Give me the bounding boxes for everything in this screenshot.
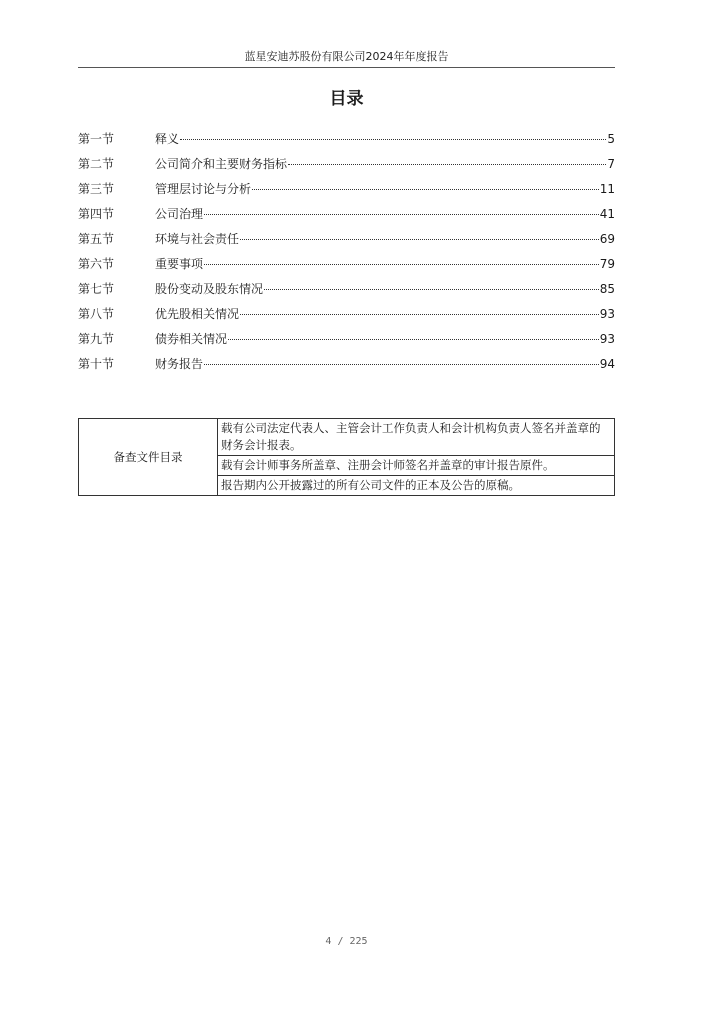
toc-leader-dots (240, 314, 599, 315)
toc-section-number: 第二节 (78, 157, 115, 171)
toc-entry-4[interactable] (78, 205, 615, 230)
toc-entry-2[interactable] (78, 155, 615, 180)
reference-file-item: 载有公司法定代表人、主管会计工作负责人和会计机构负责人签名并盖章的财务会计报表。 (218, 419, 615, 456)
toc-page-number: 94 (599, 357, 615, 371)
toc-page-number: 5 (607, 132, 615, 146)
page-header: 蓝星安迪苏股份有限公司2024年年度报告 (244, 50, 449, 63)
toc-section-number: 第七节 (78, 282, 115, 296)
toc-page-number: 79 (599, 257, 615, 271)
toc-entry-10[interactable] (78, 355, 615, 380)
toc-leader-dots (288, 164, 606, 165)
toc-entry-6[interactable] (78, 255, 615, 280)
toc-entry-7[interactable] (78, 280, 615, 305)
table-of-contents (78, 130, 615, 380)
reference-file-item: 报告期内公开披露过的所有公司文件的正本及公告的原稿。 (218, 476, 615, 496)
toc-entry-5[interactable] (78, 230, 615, 255)
toc-section-number: 第六节 (78, 257, 115, 271)
toc-page-number: 41 (599, 207, 615, 221)
toc-section-name: 公司治理 (155, 207, 204, 221)
toc-section-number: 第九节 (78, 332, 115, 346)
toc-leader-dots (264, 289, 599, 290)
reference-files-label: 备查文件目录 (79, 419, 218, 496)
toc-leader-dots (204, 214, 599, 215)
toc-section-name: 债券相关情况 (155, 332, 228, 346)
toc-page-number: 93 (599, 332, 615, 346)
toc-section-number: 第四节 (78, 207, 115, 221)
toc-section-number: 第八节 (78, 307, 115, 321)
toc-section-number: 第一节 (78, 132, 115, 146)
toc-page-number: 93 (599, 307, 615, 321)
toc-leader-dots (228, 339, 599, 340)
page-title: 目录 (329, 89, 364, 109)
toc-section-name: 环境与社会责任 (155, 232, 240, 246)
toc-leader-dots (204, 364, 599, 365)
table-row (79, 419, 615, 456)
toc-section-name: 股份变动及股东情况 (155, 282, 264, 296)
toc-section-number: 第三节 (78, 182, 115, 196)
toc-section-name: 释义 (155, 132, 180, 146)
toc-section-name: 优先股相关情况 (155, 307, 240, 321)
reference-files-table (78, 418, 615, 496)
header-rule (78, 67, 615, 68)
toc-page-number: 11 (599, 182, 615, 196)
toc-leader-dots (204, 264, 599, 265)
toc-entry-8[interactable] (78, 305, 615, 330)
toc-section-name: 管理层讨论与分析 (155, 182, 252, 196)
toc-section-number: 第十节 (78, 357, 115, 371)
toc-entry-1[interactable] (78, 130, 615, 155)
toc-section-number: 第五节 (78, 232, 115, 246)
toc-section-name: 重要事项 (155, 257, 204, 271)
toc-leader-dots (252, 189, 599, 190)
toc-page-number: 7 (607, 157, 615, 171)
toc-entry-3[interactable] (78, 180, 615, 205)
toc-section-name: 财务报告 (155, 357, 204, 371)
page-number-footer: 4 / 225 (325, 936, 368, 947)
toc-entry-9[interactable] (78, 330, 615, 355)
toc-section-name: 公司简介和主要财务指标 (155, 157, 288, 171)
toc-leader-dots (180, 139, 606, 140)
toc-page-number: 85 (599, 282, 615, 296)
reference-file-item: 载有会计师事务所盖章、注册会计师签名并盖章的审计报告原件。 (218, 456, 615, 476)
toc-page-number: 69 (599, 232, 615, 246)
toc-leader-dots (240, 239, 599, 240)
